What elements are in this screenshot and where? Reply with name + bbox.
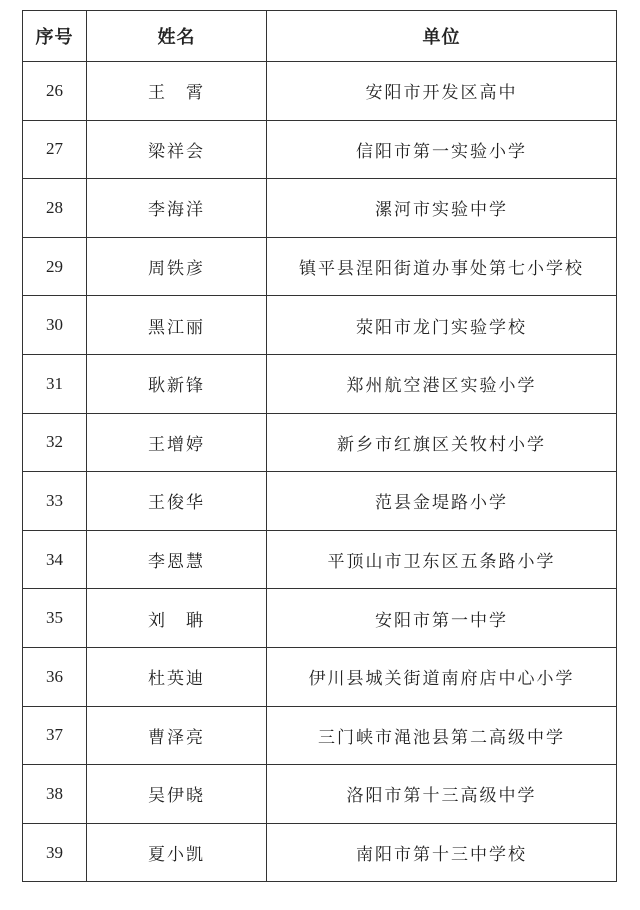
- cell-number: 33: [23, 472, 87, 531]
- cell-name: 梁祥会: [87, 120, 267, 179]
- cell-name: 周铁彦: [87, 237, 267, 296]
- table-header: [23, 11, 617, 62]
- table-row: [23, 296, 617, 355]
- cell-number: 37: [23, 706, 87, 765]
- cell-name: 王增婷: [87, 413, 267, 472]
- cell-number: 30: [23, 296, 87, 355]
- cell-name: 刘 聃: [87, 589, 267, 648]
- cell-name: 李恩慧: [87, 530, 267, 589]
- table-row: [23, 413, 617, 472]
- cell-unit: 洛阳市第十三高级中学: [267, 765, 617, 824]
- cell-unit: 漯河市实验中学: [267, 179, 617, 238]
- header-row: [23, 11, 617, 62]
- cell-name: 王俊华: [87, 472, 267, 531]
- cell-unit: 信阳市第一实验小学: [267, 120, 617, 179]
- table-row: [23, 823, 617, 882]
- table-row: [23, 589, 617, 648]
- cell-name: 黑江丽: [87, 296, 267, 355]
- cell-unit: 安阳市开发区高中: [267, 62, 617, 121]
- header-unit: 单位: [267, 11, 617, 62]
- cell-unit: 荥阳市龙门实验学校: [267, 296, 617, 355]
- table-row: [23, 472, 617, 531]
- table-body: [23, 62, 617, 882]
- cell-unit: 新乡市红旗区关牧村小学: [267, 413, 617, 472]
- cell-name: 杜英迪: [87, 647, 267, 706]
- table-row: [23, 120, 617, 179]
- roster-table: [22, 10, 617, 882]
- cell-name: 吴伊晓: [87, 765, 267, 824]
- cell-name: 李海洋: [87, 179, 267, 238]
- cell-unit: 范县金堤路小学: [267, 472, 617, 531]
- cell-unit: 三门峡市渑池县第二高级中学: [267, 706, 617, 765]
- table-row: [23, 62, 617, 121]
- table-row: [23, 179, 617, 238]
- cell-number: 39: [23, 823, 87, 882]
- cell-number: 29: [23, 237, 87, 296]
- table-row: [23, 354, 617, 413]
- cell-number: 35: [23, 589, 87, 648]
- cell-number: 34: [23, 530, 87, 589]
- cell-name: 耿新锋: [87, 354, 267, 413]
- cell-name: 曹泽亮: [87, 706, 267, 765]
- cell-number: 38: [23, 765, 87, 824]
- table-row: [23, 765, 617, 824]
- table-row: [23, 706, 617, 765]
- cell-unit: 伊川县城关街道南府店中心小学: [267, 647, 617, 706]
- table-row: [23, 530, 617, 589]
- cell-unit: 平顶山市卫东区五条路小学: [267, 530, 617, 589]
- table-row: [23, 647, 617, 706]
- header-name: 姓名: [87, 11, 267, 62]
- table-row: [23, 237, 617, 296]
- cell-unit: 镇平县涅阳街道办事处第七小学校: [267, 237, 617, 296]
- cell-name: 王 霄: [87, 62, 267, 121]
- cell-number: 28: [23, 179, 87, 238]
- cell-unit: 安阳市第一中学: [267, 589, 617, 648]
- cell-unit: 南阳市第十三中学校: [267, 823, 617, 882]
- cell-unit: 郑州航空港区实验小学: [267, 354, 617, 413]
- header-number: 序号: [23, 11, 87, 62]
- cell-number: 26: [23, 62, 87, 121]
- cell-number: 36: [23, 647, 87, 706]
- cell-number: 32: [23, 413, 87, 472]
- cell-name: 夏小凯: [87, 823, 267, 882]
- cell-number: 31: [23, 354, 87, 413]
- cell-number: 27: [23, 120, 87, 179]
